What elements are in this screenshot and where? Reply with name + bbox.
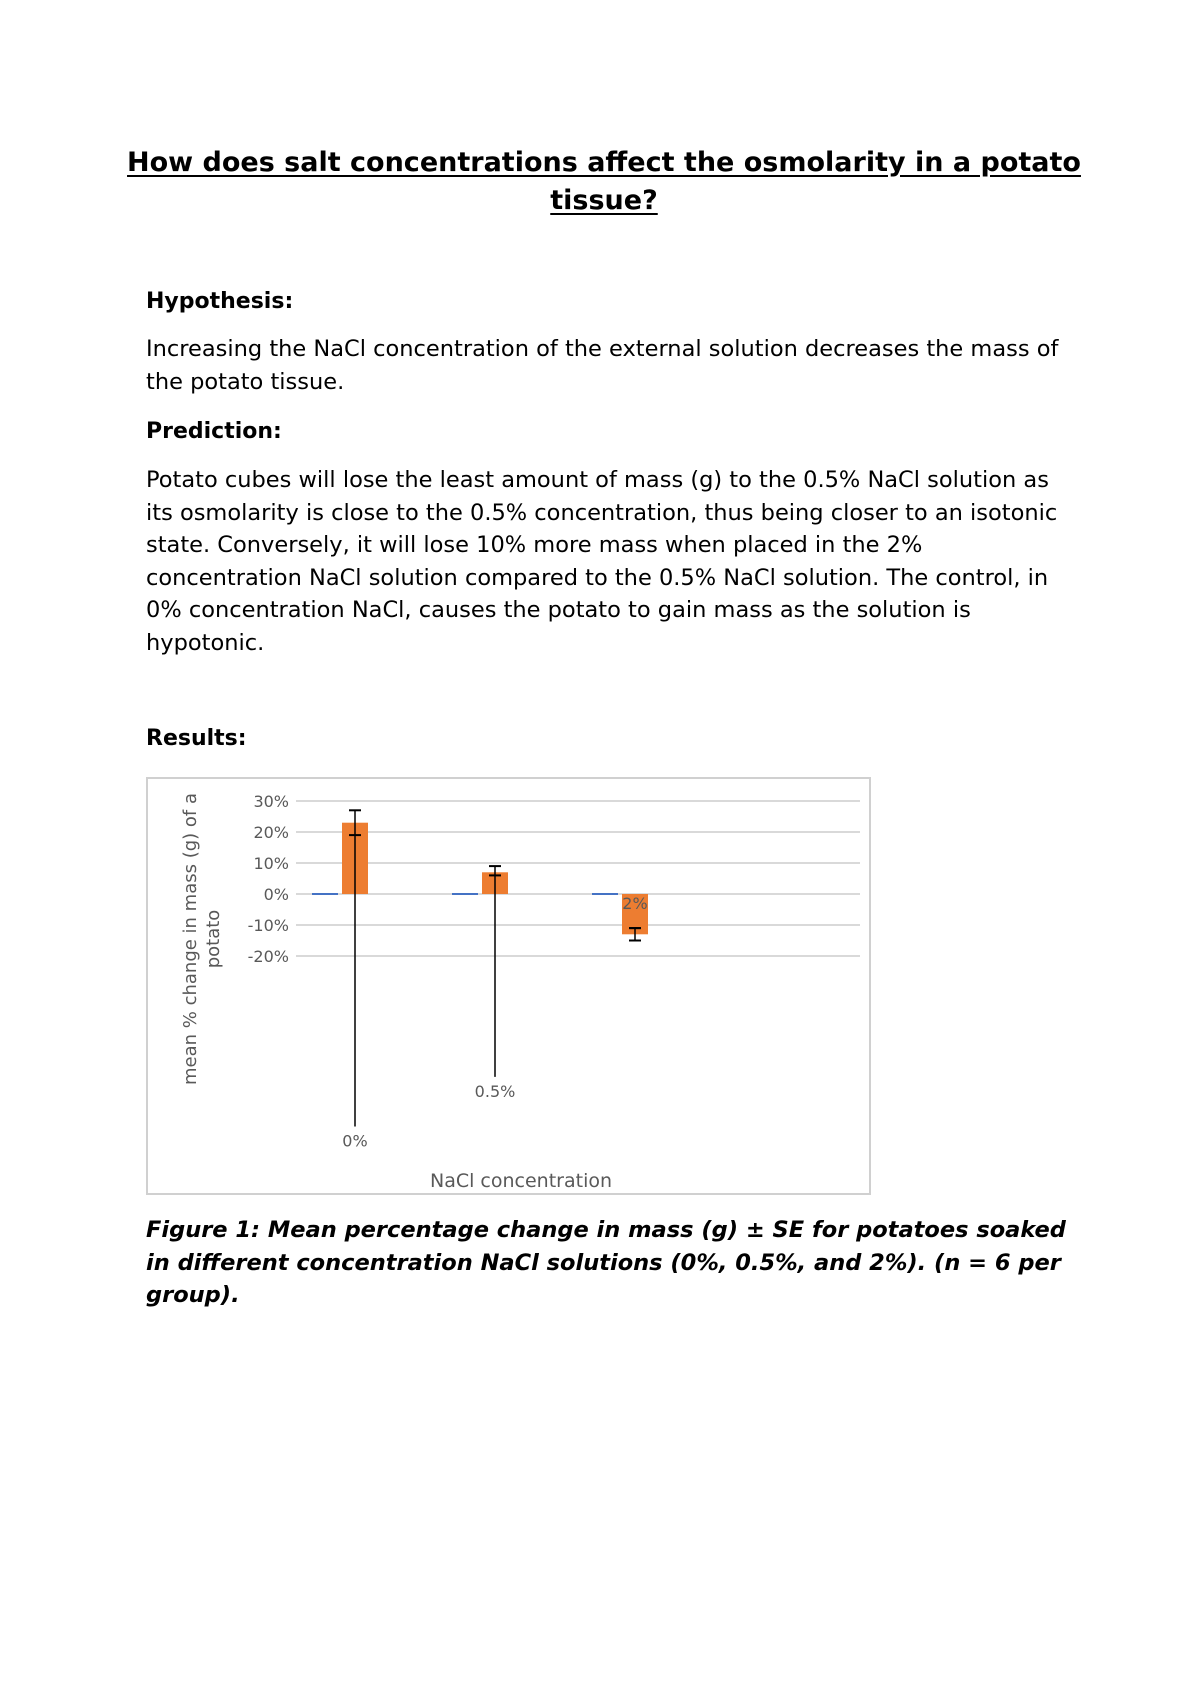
hypothesis-heading: Hypothesis:	[146, 289, 294, 314]
chart-frame	[146, 777, 871, 1195]
y-tick-label: 0%	[263, 885, 289, 904]
figure-caption: Figure 1: Mean percentage change in mass (g) ± SE for potatoes soaked in different concentration NaCl solutions (0%, 0.5%, and 2%). (n = 6 per group).	[146, 1217, 1066, 1308]
results-heading: Results:	[146, 726, 247, 751]
prediction-text: Potato cubes will lose the least amount of mass (g) to the 0.5% NaCl solution as its osmolarity is close to the 0.5% concentration, thus being closer to an isotonic state. Conversely, it will lose 10% more mass when placed in the 2% concentration NaCl solution compared to the 0.5% NaCl solution. The control, in 0% concentration NaCl, causes the potato to gain mass as the solution is hypotonic.	[146, 467, 1058, 656]
grid-lines	[296, 801, 860, 956]
x-tick-label: 2%	[622, 894, 648, 913]
prediction-heading: Prediction:	[146, 419, 282, 444]
y-tick-label: -20%	[247, 947, 289, 966]
x-axis-label: NaCl concentration	[429, 1170, 613, 1192]
y-tick-label: 20%	[253, 823, 289, 842]
y-axis-label: mean % change in mass (g) of a potato	[180, 792, 224, 1086]
bar-chart	[148, 779, 869, 1193]
y-tick-labels	[248, 792, 289, 966]
x-tick-label: 0%	[342, 1131, 368, 1151]
x-tick-label: 0.5%	[474, 1081, 516, 1101]
document-title: How does salt concentrations affect the osmolarity in a potato tissue?	[127, 147, 1081, 216]
hypothesis-text: Increasing the NaCl concentration of the external solution decreases the mass of the potato tissue.	[146, 336, 1059, 395]
y-tick-label: -10%	[247, 916, 289, 935]
y-tick-label: 30%	[253, 792, 289, 811]
error-bars	[349, 810, 641, 1126]
y-tick-label: 10%	[253, 854, 289, 873]
